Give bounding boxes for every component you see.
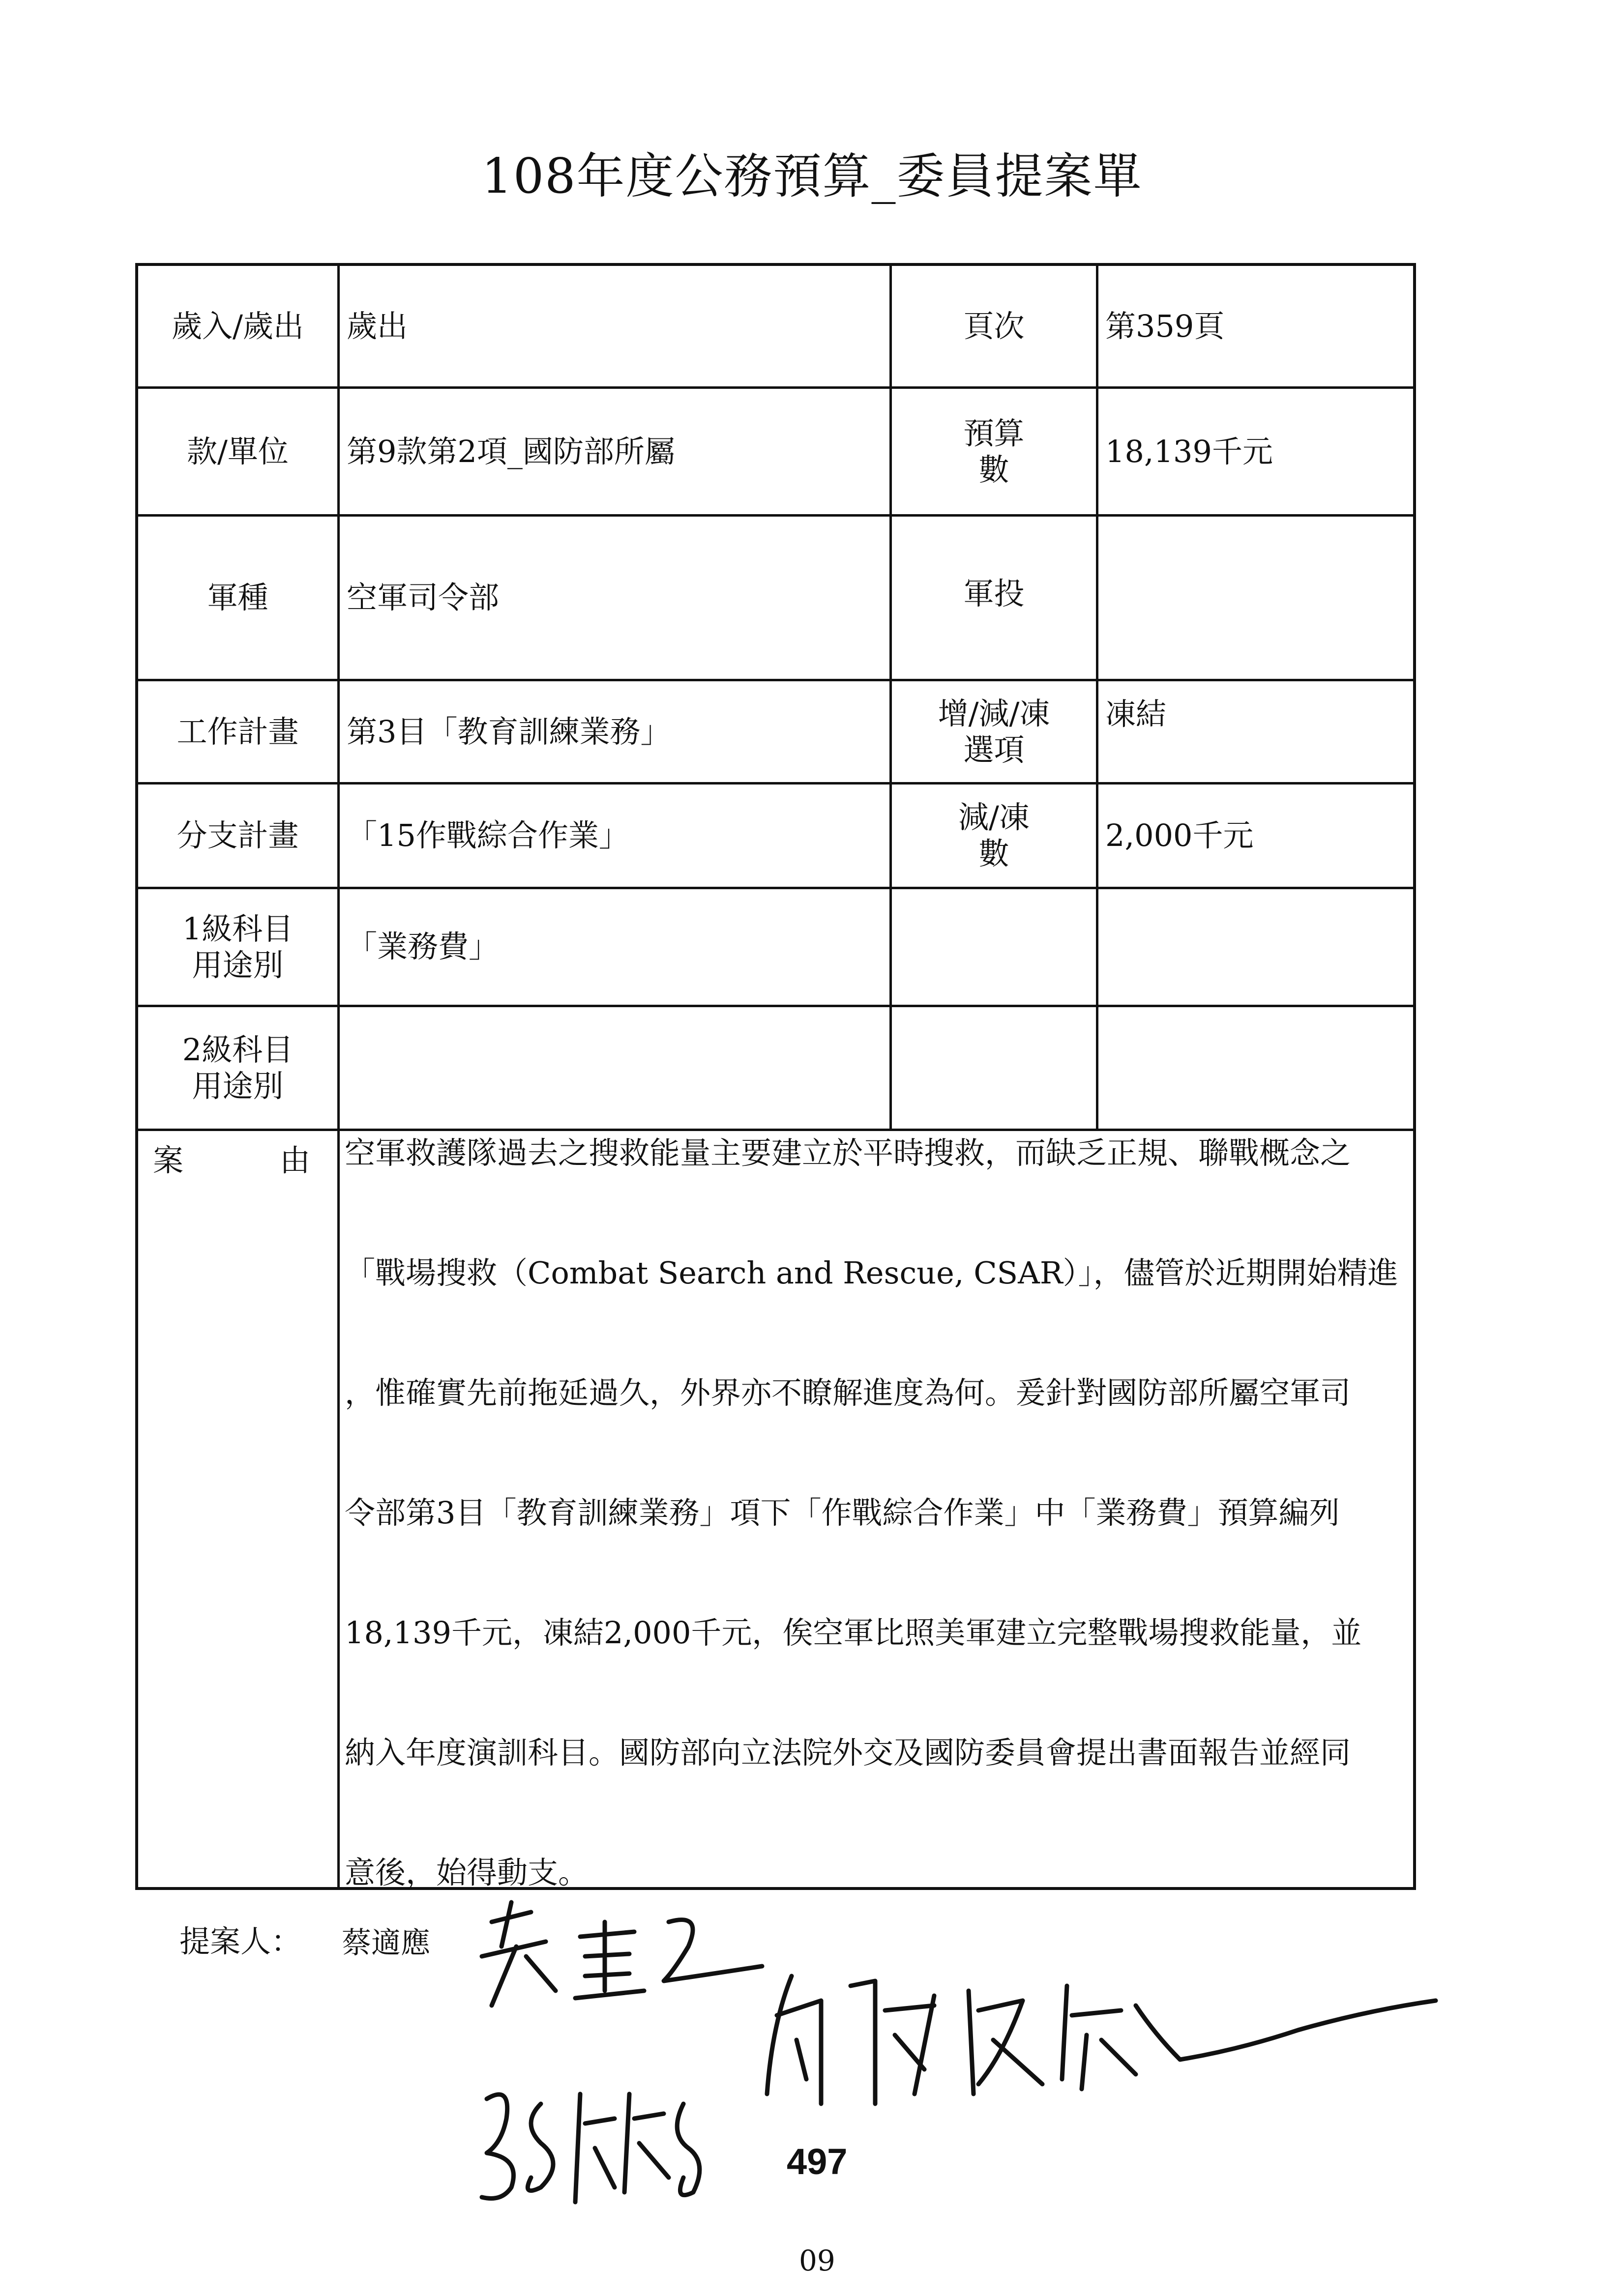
proposer-label: 提案人： bbox=[179, 1923, 302, 1959]
label-budget-amount bbox=[892, 389, 1096, 514]
value-revenue-expense: 歲出 bbox=[347, 308, 408, 344]
label-budget-amount-line2: 數 bbox=[978, 451, 1009, 488]
value-budget-amount: 18,139千元 bbox=[1105, 433, 1273, 469]
label-revenue-expense: 歲入/歲出 bbox=[172, 308, 304, 344]
value-page: 第359頁 bbox=[1105, 308, 1225, 344]
handwritten-signature-2 bbox=[747, 1956, 1446, 2123]
label-adjust-option bbox=[892, 681, 1096, 782]
handwritten-signature-1 bbox=[472, 1892, 767, 2020]
handwritten-page-number: 497 bbox=[787, 2141, 848, 2182]
reason-line: 「戰場搜救（Combat Search and Rescue, CSAR）」，儘管於近期開始精進 bbox=[345, 1255, 1398, 1291]
value-level2-subject bbox=[340, 1007, 889, 1129]
document-title: 108年度公務預算_委員提案單 bbox=[481, 148, 1143, 204]
label-reason-a: 案 bbox=[153, 1142, 184, 1178]
label-service-branch: 軍種 bbox=[207, 580, 268, 615]
value-reduce-freeze-amount: 2,000千元 bbox=[1105, 817, 1254, 853]
label-military-investment: 軍投 bbox=[963, 576, 1025, 611]
value-section-unit: 第9款第2項_國防部所屬 bbox=[347, 433, 675, 469]
label-budget-amount-line1: 預算 bbox=[963, 415, 1025, 451]
label-level2-subject bbox=[138, 1007, 337, 1129]
reason-line: 空軍救護隊過去之搜救能量主要建立於平時搜救，而缺乏正規、聯戰概念之 bbox=[345, 1135, 1351, 1171]
label-level2-line1: 2級科目 bbox=[182, 1031, 294, 1068]
proposal-form-table bbox=[135, 263, 1416, 1890]
label-adjust-option-line2: 選項 bbox=[963, 731, 1025, 768]
value-military-investment bbox=[1098, 517, 1413, 679]
value-level1-subject: 「業務費」 bbox=[347, 929, 500, 964]
reason-line: 納入年度演訓科目。國防部向立法院外交及國防委員會提出書面報告並經同 bbox=[345, 1735, 1351, 1771]
reason-line: 令部第3目「教育訓練業務」項下「作戰綜合作業」中「業務費」預算編列 bbox=[345, 1495, 1340, 1531]
reason-line: 18,139千元，凍結2,000千元，俟空軍比照美軍建立完整戰場搜救能量，並 bbox=[345, 1615, 1362, 1651]
label-reduce-freeze-amount bbox=[892, 785, 1096, 887]
label-level1-line2: 用途別 bbox=[192, 947, 284, 983]
reason-text bbox=[345, 1133, 1412, 1973]
value-adjust-option: 凍結 bbox=[1105, 696, 1167, 732]
proposer-name: 蔡適應 bbox=[342, 1926, 430, 1960]
label-reason-b: 由 bbox=[279, 1142, 310, 1178]
label-reason bbox=[153, 1136, 330, 1180]
footer-number: 09 bbox=[799, 2244, 835, 2277]
label-section-unit: 款/單位 bbox=[187, 433, 289, 469]
value-branch-plan: 「15作戰綜合作業」 bbox=[347, 817, 629, 853]
label-page: 頁次 bbox=[963, 308, 1025, 344]
label-work-plan: 工作計畫 bbox=[177, 713, 299, 750]
label-reduce-freeze-line2: 數 bbox=[978, 836, 1009, 872]
label-level1-subject bbox=[138, 889, 337, 1005]
label-reduce-freeze-line1: 減/凍 bbox=[958, 799, 1030, 835]
reason-line: 意後，始得動支。 bbox=[345, 1855, 589, 1890]
label-level1-line1: 1級科目 bbox=[182, 910, 294, 947]
label-level2-line2: 用途別 bbox=[192, 1068, 284, 1104]
value-service-branch: 空軍司令部 bbox=[347, 580, 500, 615]
label-adjust-option-line1: 增/減/凍 bbox=[938, 695, 1050, 731]
handwritten-signature-3 bbox=[467, 2064, 723, 2212]
value-work-plan: 第3目「教育訓練業務」 bbox=[347, 713, 671, 750]
reason-line: ，惟確實先前拖延過久，外界亦不瞭解進度為何。爰針對國防部所屬空軍司 bbox=[345, 1375, 1351, 1411]
label-branch-plan: 分支計畫 bbox=[177, 817, 299, 853]
